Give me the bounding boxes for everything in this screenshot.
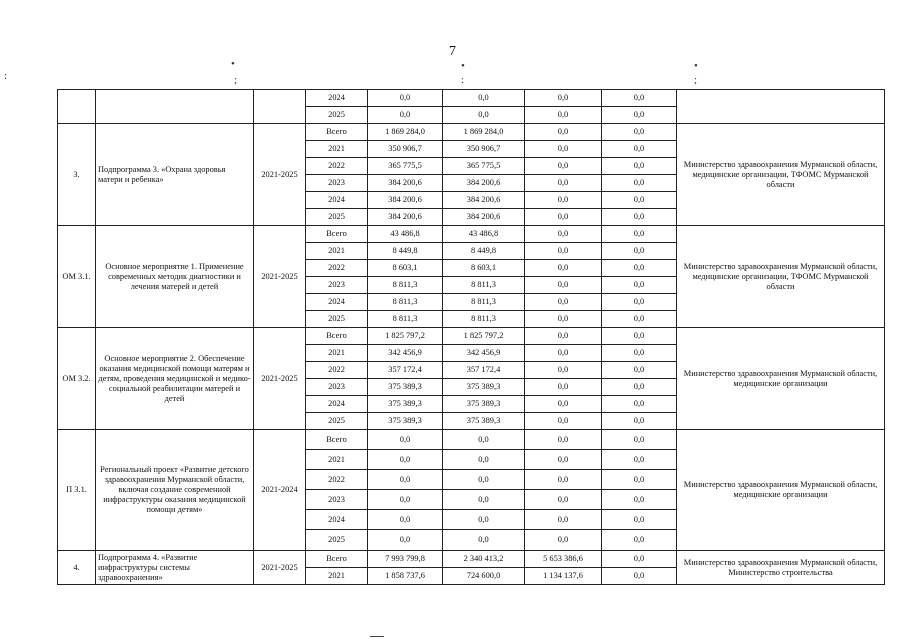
row-number-cell: 4. [58, 551, 96, 585]
budget-other-cell: 0,0 [602, 175, 677, 192]
row-number-cell: ОМ 3.2. [58, 328, 96, 430]
table-row [58, 124, 885, 141]
table-row [58, 328, 885, 345]
total-cell: 1 825 797,2 [368, 328, 443, 345]
year-cell: 2023 [306, 490, 368, 510]
executor-cell: Министерство здравоохранения Мурманской области, Министерство строительства [677, 551, 885, 585]
period-cell: 2021-2025 [254, 226, 306, 328]
budget-other-cell: 0,0 [602, 141, 677, 158]
budget-other-cell: 0,0 [602, 530, 677, 551]
executor-cell: Министерство здравоохранения Мурманской области, медицинские организации, ТФОМС Мурманской области [677, 226, 885, 328]
row-number-cell [58, 90, 96, 124]
page-number: 7 [449, 44, 456, 59]
budget-regional-cell: 0,0 [443, 510, 525, 530]
budget-other-cell: 0,0 [602, 470, 677, 490]
budget-federal-cell: 0,0 [525, 141, 602, 158]
budget-federal-cell: 0,0 [525, 107, 602, 124]
budget-federal-cell: 0,0 [525, 260, 602, 277]
year-cell: Всего [306, 430, 368, 450]
budget-federal-cell: 0,0 [525, 90, 602, 107]
year-cell: 2022 [306, 158, 368, 175]
budget-other-cell: 0,0 [602, 568, 677, 585]
budget-regional-cell: 342 456,9 [443, 345, 525, 362]
budget-regional-cell: 0,0 [443, 430, 525, 450]
total-cell: 1 858 737,6 [368, 568, 443, 585]
budget-regional-cell: 0,0 [443, 107, 525, 124]
total-cell: 0,0 [368, 90, 443, 107]
total-cell: 342 456,9 [368, 345, 443, 362]
budget-other-cell: 0,0 [602, 510, 677, 530]
budget-federal-cell: 0,0 [525, 510, 602, 530]
budget-other-cell: 0,0 [602, 107, 677, 124]
budget-federal-cell: 0,0 [525, 450, 602, 470]
table-row [58, 430, 885, 450]
budget-regional-cell: 0,0 [443, 530, 525, 551]
total-cell: 0,0 [368, 530, 443, 551]
table-row [58, 226, 885, 243]
budget-federal-cell: 0,0 [525, 430, 602, 450]
budget-other-cell: 0,0 [602, 226, 677, 243]
year-cell: 2021 [306, 568, 368, 585]
budget-regional-cell: 365 775,5 [443, 158, 525, 175]
budget-regional-cell: 375 389,3 [443, 379, 525, 396]
budget-federal-cell: 1 134 137,6 [525, 568, 602, 585]
total-cell: 350 906,7 [368, 141, 443, 158]
executor-cell [677, 90, 885, 124]
budget-regional-cell: 8 449,8 [443, 243, 525, 260]
budget-regional-cell: 8 811,3 [443, 277, 525, 294]
budget-other-cell: 0,0 [602, 413, 677, 430]
table-row [58, 551, 885, 568]
budget-regional-cell: 724 600,0 [443, 568, 525, 585]
total-cell: 384 200,6 [368, 209, 443, 226]
total-cell: 384 200,6 [368, 175, 443, 192]
row-number-cell: П 3.1. [58, 430, 96, 551]
total-cell: 0,0 [368, 510, 443, 530]
total-cell: 0,0 [368, 450, 443, 470]
budget-other-cell: 0,0 [602, 209, 677, 226]
budget-regional-cell: 1 825 797,2 [443, 328, 525, 345]
budget-other-cell: 0,0 [602, 243, 677, 260]
budget-federal-cell: 0,0 [525, 413, 602, 430]
total-cell: 375 389,3 [368, 396, 443, 413]
year-cell: 2023 [306, 379, 368, 396]
budget-federal-cell: 0,0 [525, 328, 602, 345]
year-cell: 2025 [306, 311, 368, 328]
budget-regional-cell: 8 603,1 [443, 260, 525, 277]
budget-other-cell: 0,0 [602, 551, 677, 568]
year-cell: 2024 [306, 192, 368, 209]
year-cell: 2022 [306, 362, 368, 379]
budget-regional-cell: 357 172,4 [443, 362, 525, 379]
year-cell: Всего [306, 328, 368, 345]
year-cell: 2024 [306, 396, 368, 413]
budget-regional-cell: 8 811,3 [443, 311, 525, 328]
budget-regional-cell: 384 200,6 [443, 175, 525, 192]
total-cell: 0,0 [368, 107, 443, 124]
measure-name-cell [96, 90, 254, 124]
budget-regional-cell: 43 486,8 [443, 226, 525, 243]
budget-federal-cell: 0,0 [525, 490, 602, 510]
budget-other-cell: 0,0 [602, 294, 677, 311]
budget-regional-cell: 0,0 [443, 90, 525, 107]
budget-regional-cell: 384 200,6 [443, 209, 525, 226]
budget-federal-cell: 0,0 [525, 396, 602, 413]
year-cell: 2025 [306, 413, 368, 430]
budget-federal-cell: 0,0 [525, 311, 602, 328]
budget-regional-cell: 0,0 [443, 490, 525, 510]
budget-federal-cell: 0,0 [525, 209, 602, 226]
year-cell: 2021 [306, 141, 368, 158]
measure-name-cell: Региональный проект «Развитие детского здравоохранения Мурманской области, включая создание современной инфраструктуры оказания медицинской помощи детям» [96, 430, 254, 551]
total-cell: 8 603,1 [368, 260, 443, 277]
total-cell: 375 389,3 [368, 379, 443, 396]
total-cell: 0,0 [368, 490, 443, 510]
total-cell: 8 811,3 [368, 277, 443, 294]
year-cell: 2023 [306, 175, 368, 192]
year-cell: 2021 [306, 450, 368, 470]
total-cell: 365 775,5 [368, 158, 443, 175]
budget-federal-cell: 0,0 [525, 226, 602, 243]
total-cell: 8 811,3 [368, 311, 443, 328]
budget-other-cell: 0,0 [602, 430, 677, 450]
year-cell: 2021 [306, 345, 368, 362]
budget-federal-cell: 0,0 [525, 294, 602, 311]
year-cell: 2023 [306, 277, 368, 294]
budget-federal-cell: 0,0 [525, 362, 602, 379]
total-cell: 1 869 284,0 [368, 124, 443, 141]
budget-other-cell: 0,0 [602, 362, 677, 379]
total-cell: 8 449,8 [368, 243, 443, 260]
total-cell: 375 389,3 [368, 413, 443, 430]
table-row [58, 90, 885, 107]
total-cell: 0,0 [368, 470, 443, 490]
budget-other-cell: 0,0 [602, 192, 677, 209]
year-cell: Всего [306, 124, 368, 141]
period-cell [254, 90, 306, 124]
budget-federal-cell: 0,0 [525, 158, 602, 175]
budget-other-cell: 0,0 [602, 450, 677, 470]
budget-other-cell: 0,0 [602, 260, 677, 277]
total-cell: 357 172,4 [368, 362, 443, 379]
budget-other-cell: 0,0 [602, 396, 677, 413]
total-cell: 384 200,6 [368, 192, 443, 209]
budget-regional-cell: 375 389,3 [443, 413, 525, 430]
financing-table [57, 89, 885, 585]
measure-name-cell: Основное мероприятие 2. Обеспечение оказания медицинской помощи матерям и детям, проведения медицинской и медико-социальной реабилитации матерей и детей [96, 328, 254, 430]
year-cell: 2024 [306, 510, 368, 530]
budget-regional-cell: 0,0 [443, 470, 525, 490]
budget-other-cell: 0,0 [602, 328, 677, 345]
budget-federal-cell: 0,0 [525, 243, 602, 260]
executor-cell: Министерство здравоохранения Мурманской области, медицинские организации [677, 328, 885, 430]
budget-regional-cell: 0,0 [443, 450, 525, 470]
measure-name-cell: Основное мероприятие 1. Применение современных методик диагностики и лечения матерей и детей [96, 226, 254, 328]
budget-federal-cell: 5 653 386,6 [525, 551, 602, 568]
budget-other-cell: 0,0 [602, 311, 677, 328]
period-cell: 2021-2024 [254, 430, 306, 551]
budget-regional-cell: 350 906,7 [443, 141, 525, 158]
budget-federal-cell: 0,0 [525, 277, 602, 294]
period-cell: 2021-2025 [254, 551, 306, 585]
row-number-cell: ОМ 3.1. [58, 226, 96, 328]
year-cell: 2024 [306, 294, 368, 311]
budget-federal-cell: 0,0 [525, 530, 602, 551]
row-number-cell: 3. [58, 124, 96, 226]
budget-federal-cell: 0,0 [525, 192, 602, 209]
year-cell: 2025 [306, 530, 368, 551]
total-cell: 43 486,8 [368, 226, 443, 243]
period-cell: 2021-2025 [254, 328, 306, 430]
period-cell: 2021-2025 [254, 124, 306, 226]
budget-other-cell: 0,0 [602, 379, 677, 396]
year-cell: 2022 [306, 470, 368, 490]
budget-federal-cell: 0,0 [525, 175, 602, 192]
total-cell: 7 993 799,8 [368, 551, 443, 568]
budget-regional-cell: 2 340 413,2 [443, 551, 525, 568]
executor-cell: Министерство здравоохранения Мурманской области, медицинские организации [677, 430, 885, 551]
year-cell: 2021 [306, 243, 368, 260]
budget-federal-cell: 0,0 [525, 124, 602, 141]
budget-federal-cell: 0,0 [525, 379, 602, 396]
measure-name-cell: Подпрограмма 4. «Развитие инфраструктуры системы здравоохранения» [96, 551, 254, 585]
budget-other-cell: 0,0 [602, 90, 677, 107]
budget-other-cell: 0,0 [602, 277, 677, 294]
year-cell: 2024 [306, 90, 368, 107]
budget-other-cell: 0,0 [602, 124, 677, 141]
budget-other-cell: 0,0 [602, 345, 677, 362]
budget-regional-cell: 8 811,3 [443, 294, 525, 311]
budget-other-cell: 0,0 [602, 158, 677, 175]
page-edge-mark [370, 636, 384, 637]
year-cell: Всего [306, 551, 368, 568]
budget-other-cell: 0,0 [602, 490, 677, 510]
year-cell: 2025 [306, 209, 368, 226]
budget-federal-cell: 0,0 [525, 345, 602, 362]
total-cell: 8 811,3 [368, 294, 443, 311]
year-cell: 2022 [306, 260, 368, 277]
measure-name-cell: Подпрограмма 3. «Охрана здоровья матери и ребенка» [96, 124, 254, 226]
year-cell: 2025 [306, 107, 368, 124]
budget-regional-cell: 375 389,3 [443, 396, 525, 413]
executor-cell: Министерство здравоохранения Мурманской области, медицинские организации, ТФОМС Мурманской области [677, 124, 885, 226]
budget-federal-cell: 0,0 [525, 470, 602, 490]
total-cell: 0,0 [368, 430, 443, 450]
year-cell: Всего [306, 226, 368, 243]
budget-regional-cell: 1 869 284,0 [443, 124, 525, 141]
budget-regional-cell: 384 200,6 [443, 192, 525, 209]
